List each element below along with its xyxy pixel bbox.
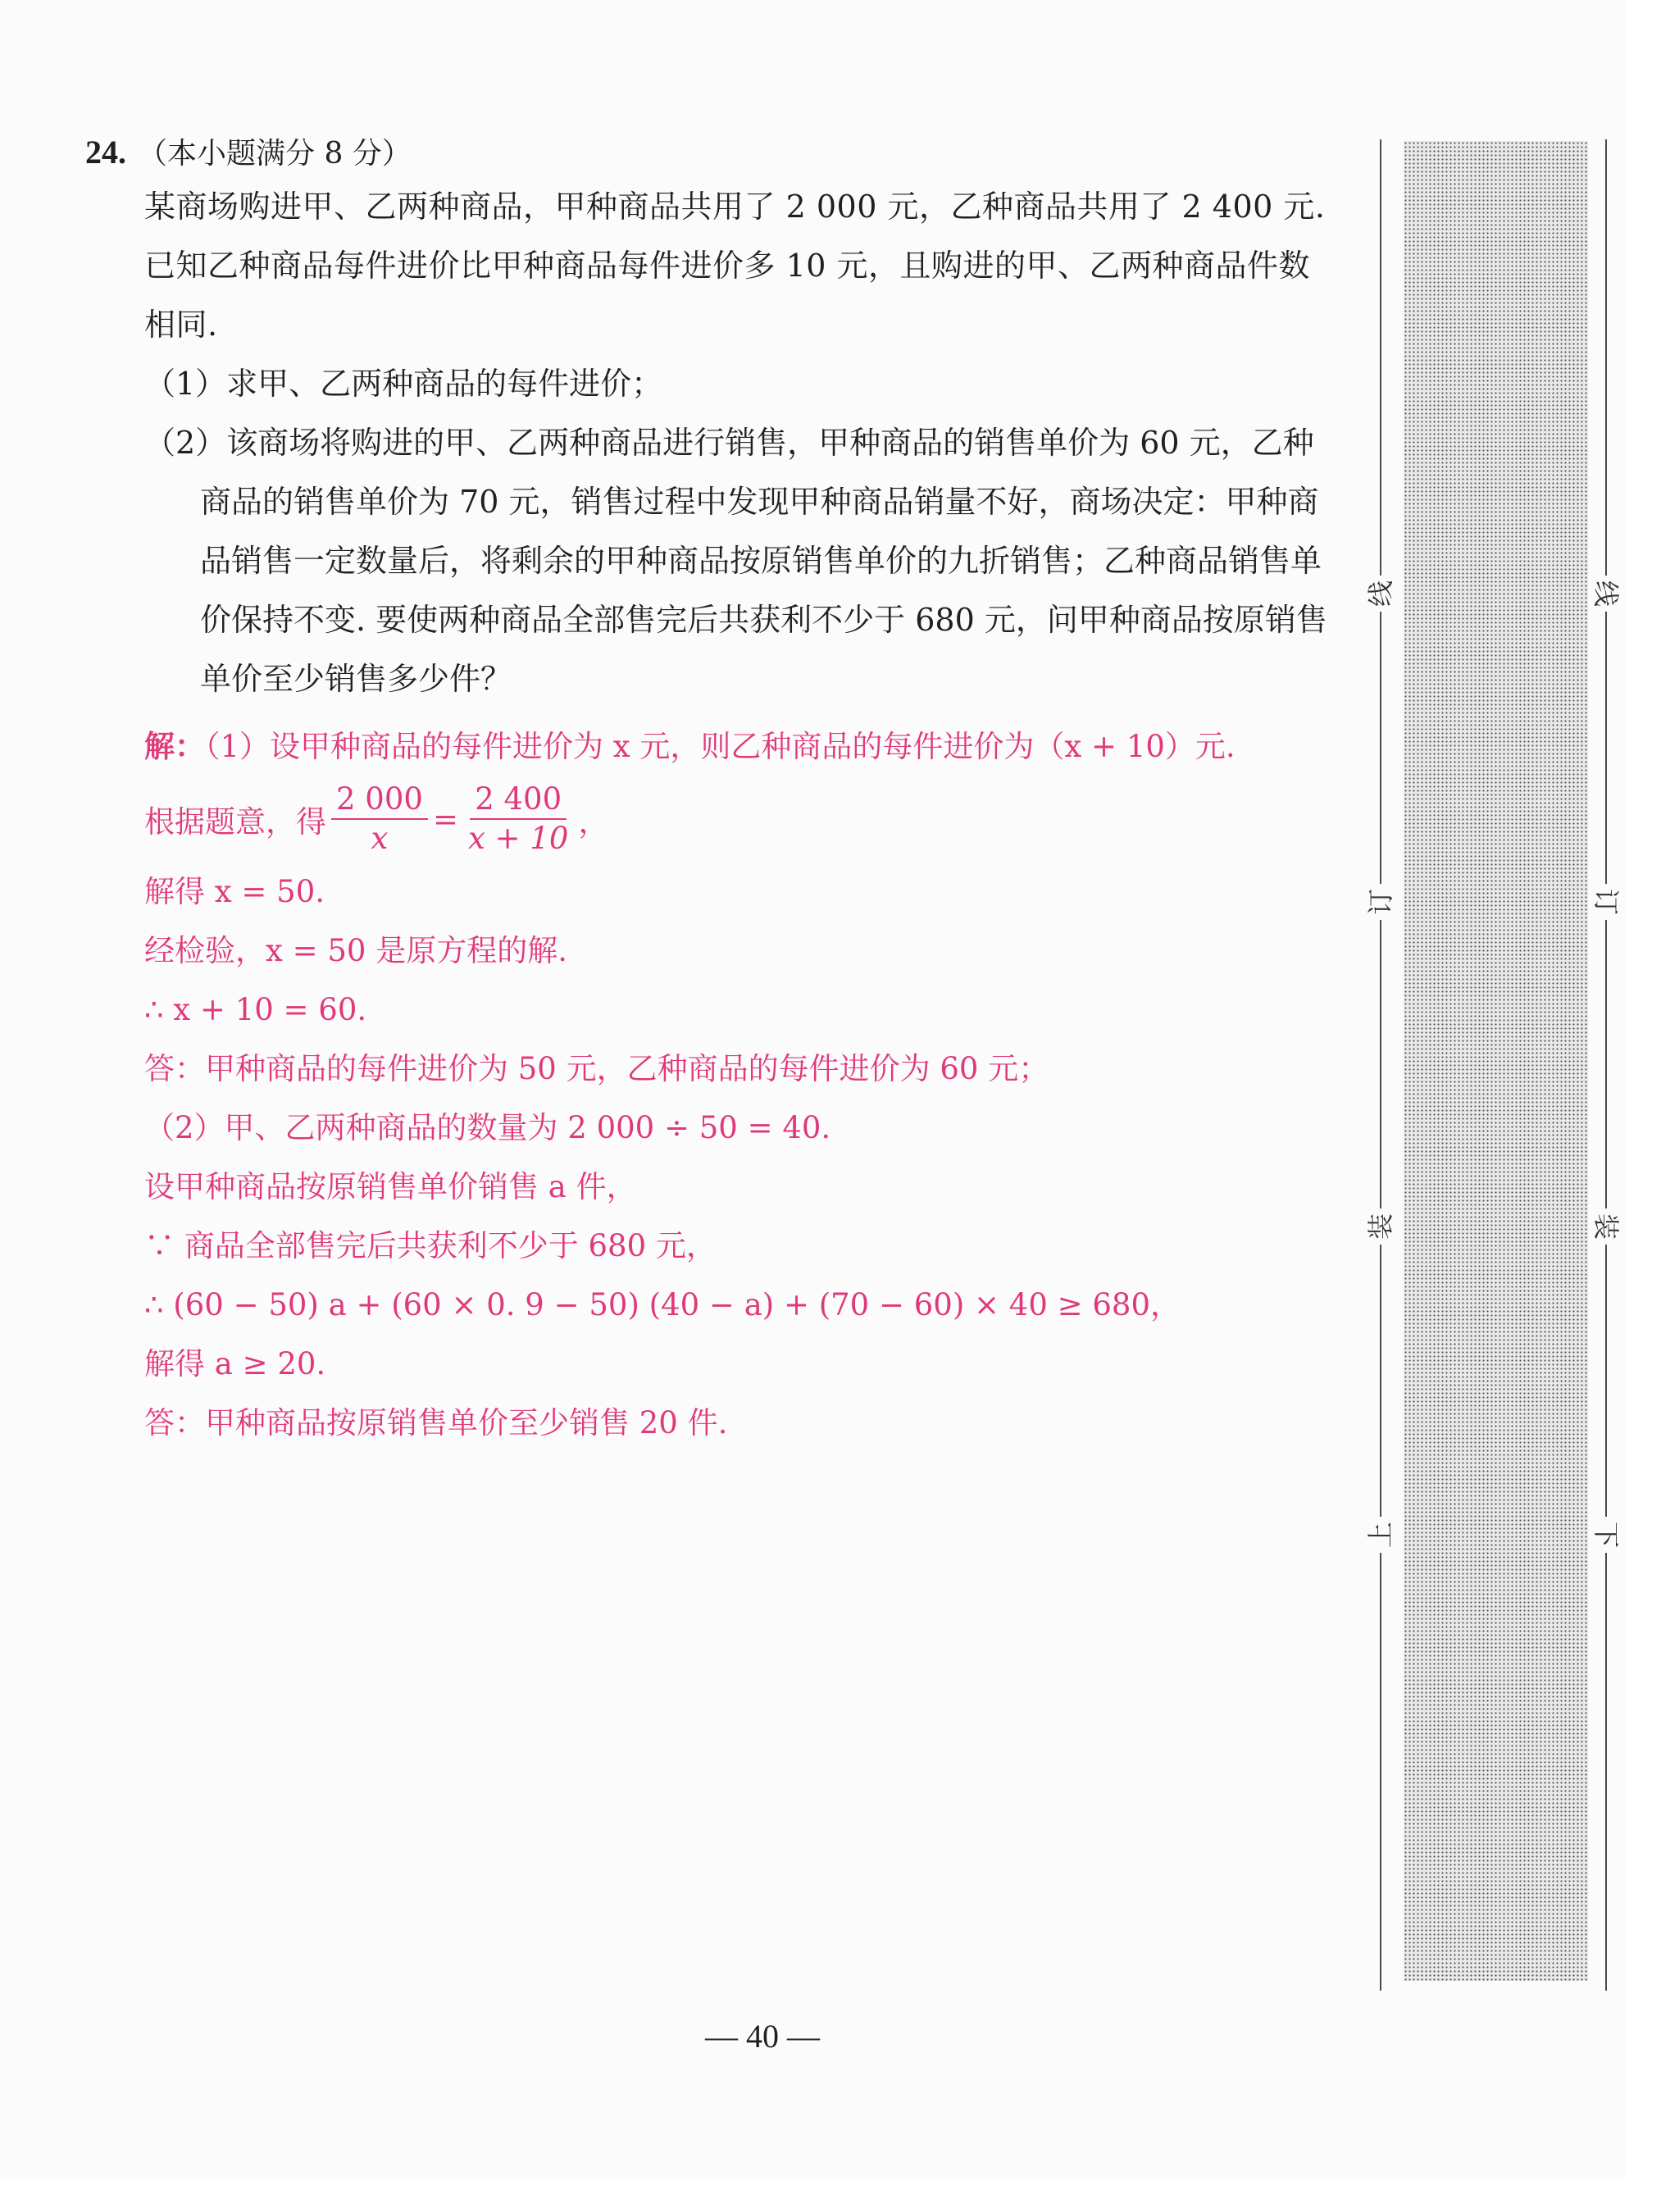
solution-line-9: ∵ 商品全部售完后共获利不少于 680 元， [144, 1228, 717, 1263]
binding-char-right-4: 下 [1590, 1517, 1622, 1553]
solution-text-1: （1）设甲种商品的每件进价为 x 元，则乙种商品的每件进价为（x + 10）元. [205, 729, 1236, 764]
solution-line-7: （2）甲、乙两种商品的数量为 2 000 ÷ 50 = 40. [144, 1110, 831, 1145]
binding-line-right [1590, 139, 1622, 1991]
problem-24 [85, 130, 1331, 708]
solution-line-10: ∴ (60 − 50) a + (60 × 0. 9 − 50) (40 − a) + (70 − 60) × 40 ≥ 680， [144, 1287, 1181, 1322]
problem-part-1: （1）求甲、乙两种商品的每件进价； [144, 366, 663, 402]
equation-suffix: ， [578, 804, 609, 840]
problem-number: 24. [85, 134, 126, 171]
solution-line-3: 解得 x = 50. [144, 874, 325, 909]
solution-line-8: 设甲种商品按原销售单价销售 a 件， [144, 1169, 637, 1204]
binding-margin-pattern [1404, 141, 1588, 1981]
binding-line-left [1365, 139, 1396, 1991]
binding-char-right-1: 线 [1590, 576, 1622, 612]
solution-line-4: 经检验，x = 50 是原方程的解. [144, 933, 567, 968]
points-note: （本小题满分 8 分） [138, 137, 412, 171]
binding-char-left-1: 线 [1364, 576, 1397, 612]
fraction-right-numerator: 2 400 [470, 781, 567, 820]
solution-label: 解： [144, 728, 205, 764]
binding-rule-right [1605, 139, 1607, 1991]
solution-line-6: 答：甲种商品的每件进价为 50 元，乙种商品的每件进价为 60 元； [144, 1051, 1049, 1086]
problem-heading [85, 130, 1331, 177]
binding-rule-left [1380, 139, 1381, 1991]
fraction-left-numerator: 2 000 [331, 781, 428, 820]
solution-line-11: 解得 a ≥ 20. [144, 1346, 326, 1381]
fraction-right-denominator: x + 10 [467, 821, 569, 856]
solution-line-1 [144, 717, 1292, 776]
solution-line-12: 答：甲种商品按原销售单价至少销售 20 件. [144, 1405, 728, 1441]
fraction-right [463, 781, 573, 858]
page-number: — 40 — [705, 2018, 820, 2055]
equals-sign: = [432, 801, 458, 837]
solution-equation [144, 776, 1292, 862]
binding-char-left-4: 上 [1364, 1517, 1397, 1553]
solution [144, 717, 1292, 1453]
problem-part-2: （2）该商场将购进的甲、乙两种商品进行销售，甲种商品的销售单价为 60 元，乙种商品的销售单价为 70 元，销售过程中发现甲种商品销量不好，商场决定：甲种商品销售一定数量后，将剩余的甲种商品按原销售单价的九折销售；乙种商品销售单价保持不变. 要使两种商品全部售完后共获利不少于 680 元，问甲种商品按原销售单价至少销售多少件？ [144, 425, 1327, 697]
binding-char-right-2: 订 [1590, 884, 1622, 920]
equation-prefix: 根据题意，得 [144, 804, 326, 840]
binding-char-left-3: 装 [1364, 1208, 1397, 1245]
fraction-left [331, 781, 428, 858]
solution-line-5: ∴ x + 10 = 60. [144, 992, 367, 1027]
binding-char-right-3: 装 [1590, 1208, 1622, 1245]
problem-statement: 某商场购进甲、乙两种商品，甲种商品共用了 2 000 元，乙种商品共用了 2 400 元. 已知乙种商品每件进价比甲种商品每件进价多 10 元，且购进的甲、乙两种商品件数相同. [144, 189, 1326, 343]
fraction-left-denominator: x [371, 821, 389, 856]
binding-char-left-2: 订 [1364, 884, 1397, 920]
